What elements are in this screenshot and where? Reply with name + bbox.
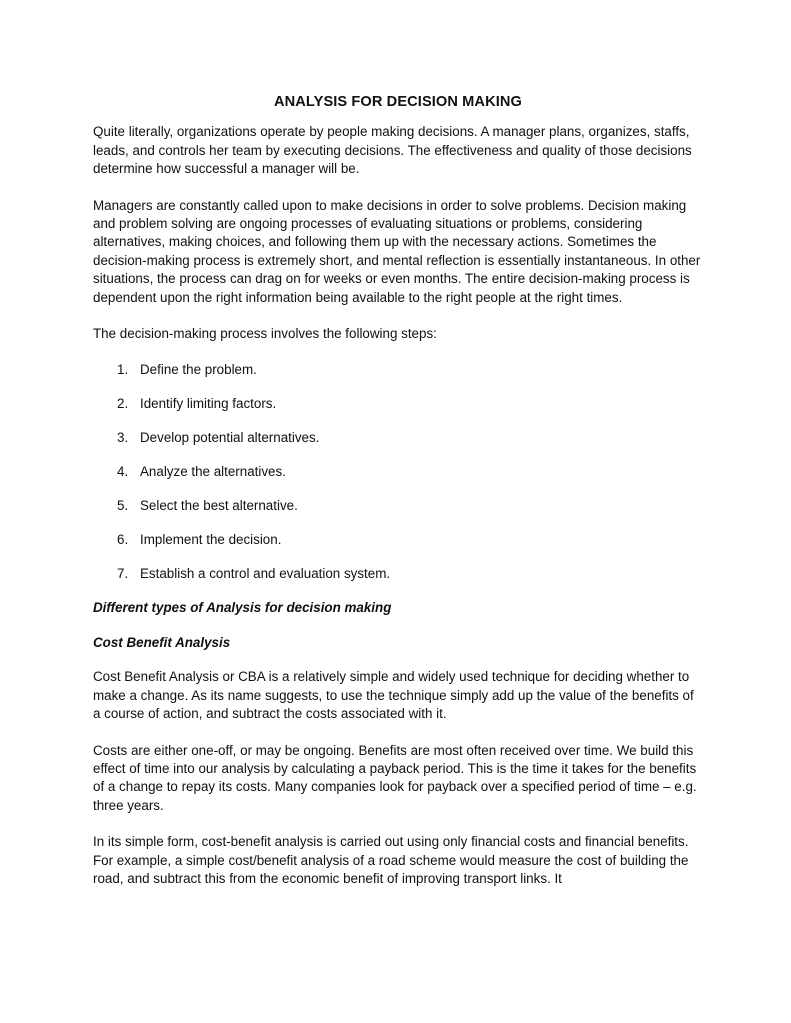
managers-paragraph: Managers are constantly called upon to make decisions in order to solve problems. Decision making and problem solving are ongoing processes of evaluating situations or problems, considering alternatives, making choices, and following them up with the necessary actions. Sometimes the decision-making process is extremely short, and mental reflection is essentially instantaneous. In other situations, the process can drag on for weeks or even months. The entire decision-making process is dependent upon the right information being available to the right people at the right times.	[93, 197, 701, 305]
list-item-number: 4.	[117, 464, 129, 480]
cba-definition-paragraph: Cost Benefit Analysis or CBA is a relatively simple and widely used technique for deciding whether to make a change. As its name suggests, to use the technique simply add up the value of the benefits of a course of action, and subtract the costs associated with it.	[93, 669, 694, 722]
list-item-number: 7.	[117, 566, 129, 582]
list-item-text: Develop potential alternatives.	[140, 430, 320, 446]
list-item-number: 6.	[117, 532, 129, 548]
list-item-number: 2.	[117, 396, 129, 412]
list-item	[93, 361, 703, 379]
list-item-text: Implement the decision.	[140, 532, 282, 548]
list-item	[93, 497, 703, 515]
costs-paragraph: Costs are either one-off, or may be ongoing. Benefits are most often received over time. We build this effect of time into our analysis by calculating a payback period. This is the time it takes for the benefits of a change to repay its costs. Many companies look for payback over a specified period of time – e.g. three years.	[93, 742, 697, 813]
list-item-text: Identify limiting factors.	[140, 396, 277, 412]
steps-intro-paragraph: The decision-making process involves the following steps:	[93, 326, 437, 342]
list-item-text: Analyze the alternatives.	[140, 464, 286, 480]
cost-benefit-heading: Cost Benefit Analysis	[93, 634, 231, 650]
document-title: ANALYSIS FOR DECISION MAKING	[274, 94, 522, 110]
list-item-text: Select the best alternative.	[140, 498, 298, 514]
simple-form-paragraph: In its simple form, cost-benefit analysis is carried out using only financial costs and financial benefits. For example, a simple cost/benefit analysis of a road scheme would measure the cost of building the road, and subtract this from the economic benefit of improving transport links. It	[93, 834, 689, 886]
document-body	[93, 93, 703, 906]
list-item-text: Establish a control and evaluation system.	[140, 566, 391, 582]
list-item	[93, 565, 703, 583]
list-item	[93, 429, 703, 447]
list-item-number: 1.	[117, 362, 129, 378]
list-item-text: Define the problem.	[140, 362, 257, 378]
list-item-number: 5.	[117, 498, 129, 514]
list-item	[93, 395, 703, 413]
list-item	[93, 531, 703, 549]
list-item	[93, 463, 703, 481]
intro-paragraph: Quite literally, organizations operate by people making decisions. A manager plans, organizes, staffs, leads, and controls her team by executing decisions. The effectiveness and quality of those decisions determine how successful a manager will be.	[93, 124, 692, 177]
analysis-types-heading: Different types of Analysis for decision making	[93, 600, 392, 616]
list-item-number: 3.	[117, 430, 129, 446]
steps-list	[93, 361, 703, 583]
